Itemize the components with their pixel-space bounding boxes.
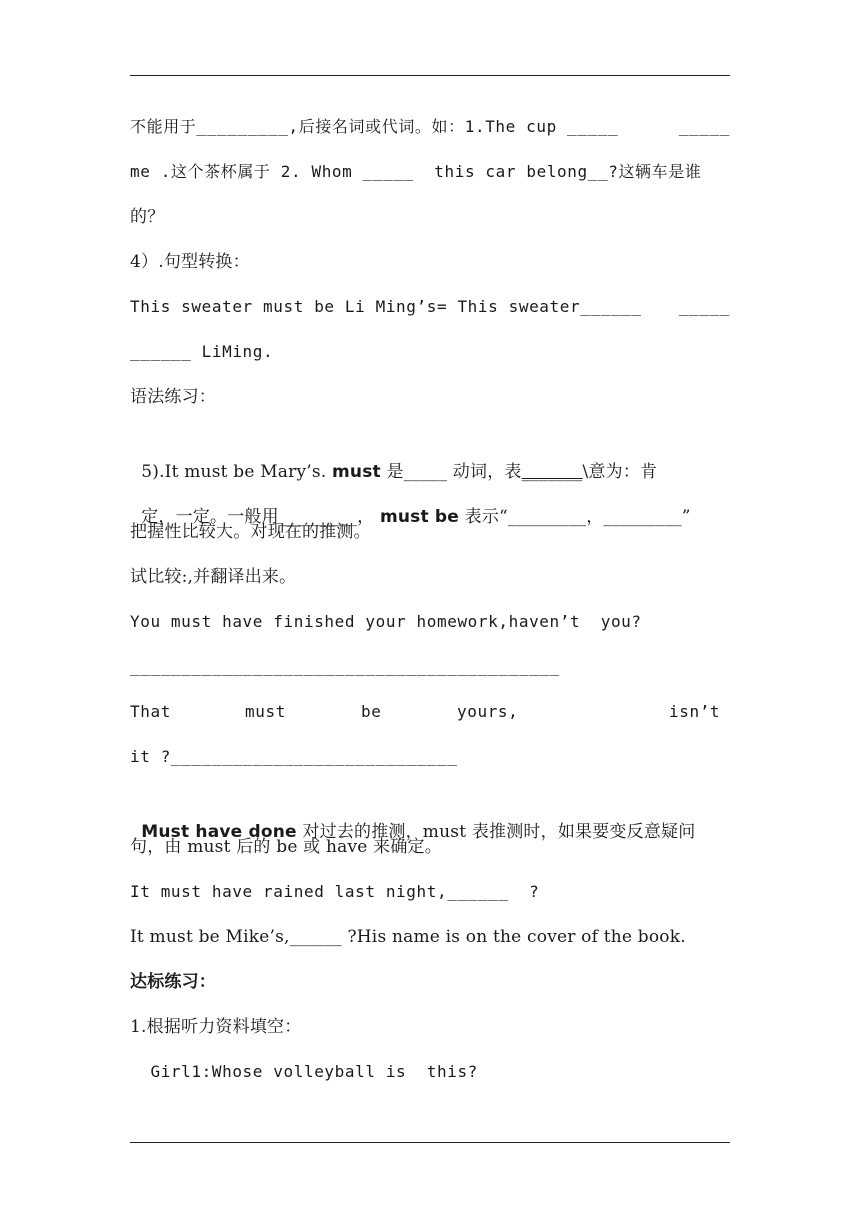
text-line-17: 句，由 must 后的 be 或 have 来确定。 bbox=[130, 837, 442, 857]
line-8-underline-blank: _______ bbox=[521, 462, 583, 482]
line-5-main: This sweater must be Li Ming’s= This sweater______ bbox=[130, 297, 642, 316]
line-8-c: 是_____ 动词，表 bbox=[380, 462, 522, 482]
text-line-2: me .这个茶杯属于 2. Whom _____ this car belong__?这辆车是谁 bbox=[130, 162, 702, 181]
line-5-blank: _____ bbox=[678, 297, 730, 316]
text-line-7: 语法练习： bbox=[130, 387, 216, 407]
answer-blank-line: __________________________________________ bbox=[130, 657, 560, 676]
text-line-9 bbox=[130, 472, 730, 527]
section-heading-practice: 达标练习： bbox=[130, 972, 216, 992]
footer-rule bbox=[130, 1142, 730, 1143]
line-8-a: 5).It must be Mary’s. bbox=[141, 462, 333, 482]
line-8-must-bold: must bbox=[332, 462, 381, 482]
line-16-b: 对过去的推测，must 表推测时，如果要变反意疑问 bbox=[296, 822, 696, 842]
must-have-done-bold: Must have done bbox=[141, 822, 297, 842]
text-line-3: 的？ bbox=[130, 207, 165, 227]
text-line-1 bbox=[130, 112, 730, 142]
text-line-4: 4）.句型转换： bbox=[130, 252, 250, 272]
line-1-blank: _____ bbox=[678, 117, 730, 136]
text-line-19: It must be Mike’s,______ ?His name is on the cover of the book. bbox=[130, 927, 686, 947]
text-line-11: 试比较:,并翻译出来。 bbox=[130, 567, 297, 587]
word-must: must bbox=[245, 702, 286, 721]
text-line-8 bbox=[130, 427, 730, 482]
text-line-14 bbox=[130, 697, 730, 727]
line-9-mustbe-bold: must be bbox=[379, 507, 460, 527]
text-line-12: You must have finished your homework,haven’t you? bbox=[130, 612, 642, 631]
line-9-a: 定，一定。一般用_________， bbox=[141, 507, 380, 527]
text-line-21: 1.根据听力资料填空： bbox=[130, 1017, 302, 1037]
line-9-c: 表示“_________，_________” bbox=[459, 507, 691, 527]
text-line-15: it ?____________________________ bbox=[130, 747, 458, 766]
word-be: be bbox=[361, 702, 382, 721]
word-that: That bbox=[130, 702, 171, 721]
line-8-e: \意为：肯 bbox=[582, 462, 658, 482]
text-line-18: It must have rained last night,______ ? bbox=[130, 882, 540, 901]
line-1-main: 不能用于_________,后接名词或代词。如：1.The cup _____ bbox=[130, 117, 619, 136]
word-isnt: isn’t bbox=[669, 702, 721, 721]
text-line-22: Girl1:Whose volleyball is this? bbox=[130, 1062, 478, 1081]
text-line-6: ______ LiMing. bbox=[130, 342, 274, 361]
text-line-5 bbox=[130, 292, 730, 322]
text-line-16 bbox=[130, 787, 730, 842]
header-rule bbox=[130, 75, 730, 76]
text-line-10: 把握性比较大。对现在的推测。 bbox=[130, 522, 371, 542]
word-yours: yours, bbox=[457, 702, 519, 721]
